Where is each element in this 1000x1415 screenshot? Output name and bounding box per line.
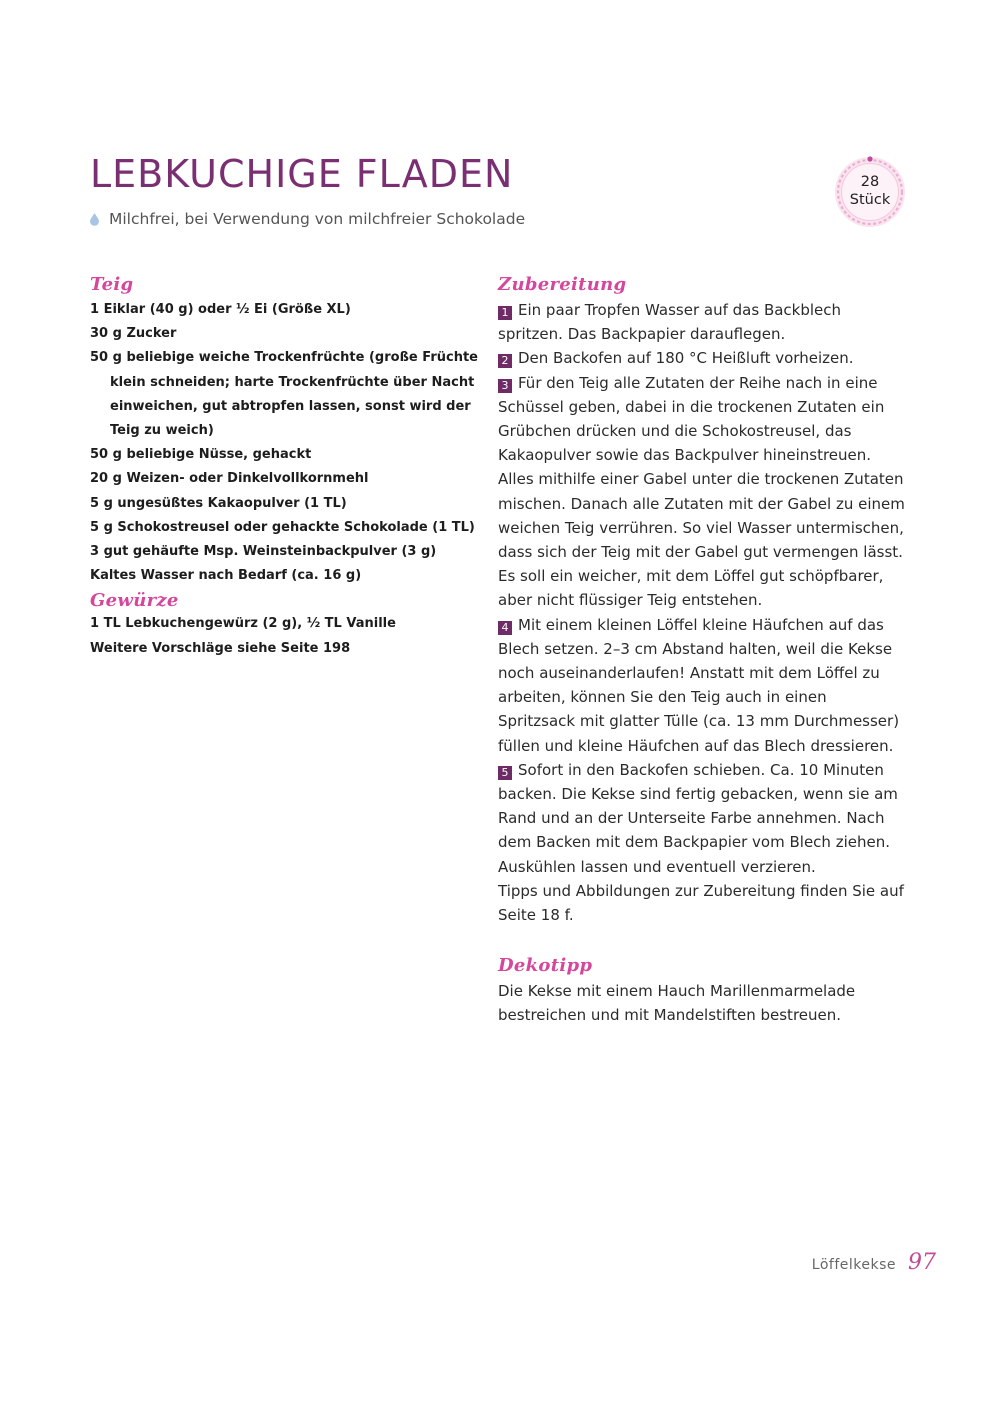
ingredient-item: 30 g Zucker <box>90 326 177 342</box>
step-text: Den Backofen auf 180 °C Heißluft vorheizen. <box>518 349 854 368</box>
step-number-badge: 5 <box>498 766 512 780</box>
step-text: Ein paar Tropfen Wasser auf das Backblech spritzen. Das Backpapier darauflegen. <box>498 301 842 344</box>
dietary-note-text: Milchfrei, bei Verwendung von milchfreier Schokolade <box>109 210 526 228</box>
ingredient-item: 3 gut gehäufte Msp. Weinsteinbackpulver (3 g) <box>90 544 437 560</box>
yield-count: 28 <box>860 174 880 190</box>
preparation-column <box>498 272 908 1028</box>
ingredients-column <box>90 272 485 661</box>
recipe-title: LEBKUCHIGE FLADEN <box>90 152 514 196</box>
step-1 <box>498 298 908 346</box>
spices-heading: Gewürze <box>90 590 179 612</box>
deco-tip-heading: Dekotipp <box>498 955 593 977</box>
step-4 <box>498 613 908 758</box>
step-text: Mit einem kleinen Löffel kleine Häufchen auf das Blech setzen. 2–3 cm Abstand halten, weil die Kekse noch auseinanderlaufen! Anstatt mit dem Löffel zu arbeiten, können Sie den Teig auch in einen Spritzsack mit glatter Tülle (ca. 13 mm Durchmesser) füllen und kleine Häufchen auf das Blech dressieren. <box>498 615 900 755</box>
ingredient-item: 1 Eiklar (40 g) oder ½ Ei (Größe XL) <box>90 302 351 317</box>
step-text: Für den Teig alle Zutaten der Reihe nach in eine Schüssel geben, dabei in die trockenen Zutaten ein Grübchen drücken und die Schokostreusel, das Kakaopulver sowie das Backpulver hineinstreuen. Alles mithilfe einer Gabel unter die trockenen Zutaten mischen. Danach alle Zutaten mit der Gabel zu einem weichen Teig verrühren. So viel Wasser untermischen, dass sich der Teig mit der Gabel gut vermengen lässt. Es soll ein weicher, mit dem Löffel gut schöpfbarer, aber nicht flüssiger Teig entstehen. <box>498 373 905 610</box>
step-number-badge: 2 <box>498 354 512 368</box>
ingredient-item: 5 g Schokostreusel oder gehackte Schokolade (1 TL) <box>90 519 475 535</box>
ingredient-item: 50 g beliebige weiche Trockenfrüchte (große Früchte klein schneiden; harte Trockenfrüchte über Nacht einweichen, gut abtropfen lassen, sonst wird der Teig zu weich) <box>90 350 478 439</box>
step-number-badge: 1 <box>498 306 512 320</box>
ingredient-item: Kaltes Wasser nach Bedarf (ca. 16 g) <box>90 568 362 584</box>
step-2 <box>498 346 908 370</box>
badge-text <box>834 173 906 209</box>
dietary-note <box>90 210 525 228</box>
deco-tip-text: Die Kekse mit einem Hauch Marillenmarmelade bestreichen und mit Mandelstiften bestreuen. <box>498 982 856 1025</box>
step-number-badge: 3 <box>498 379 512 393</box>
water-drop-icon <box>90 213 99 226</box>
page-number: 97 <box>908 1250 936 1275</box>
ingredient-item: 50 g beliebige Nüsse, gehackt <box>90 447 312 463</box>
spice-item: Weitere Vorschläge siehe Seite 198 <box>90 640 351 656</box>
step-5 <box>498 758 908 879</box>
page-footer <box>812 1250 936 1275</box>
step-number-badge: 4 <box>498 621 512 635</box>
ingredient-item: 5 g ungesüßtes Kakaopulver (1 TL) <box>90 495 347 511</box>
spice-item: 1 TL Lebkuchengewürz (2 g), ½ TL Vanille <box>90 616 396 632</box>
ingredient-item: 20 g Weizen- oder Dinkelvollkornmehl <box>90 471 369 487</box>
deco-tip <box>498 953 908 1027</box>
ingredients-heading: Teig <box>90 274 134 295</box>
preparation-closing-note: Tipps und Abbildungen zur Zubereitung finden Sie auf Seite 18 f. <box>498 881 904 925</box>
yield-badge <box>834 156 906 228</box>
yield-unit: Stück <box>849 192 891 208</box>
footer-section-label: Löffelkekse <box>811 1257 896 1273</box>
step-3 <box>498 371 908 613</box>
preparation-heading: Zubereitung <box>498 274 627 295</box>
step-text: Sofort in den Backofen schieben. Ca. 10 Minuten backen. Die Kekse sind fertig gebacken, wenn sie am Rand und an der Unterseite Farbe annehmen. Nach dem Backen mit dem Backpapier vom Blech ziehen. Auskühlen lassen und eventuell verzieren. <box>498 760 898 876</box>
